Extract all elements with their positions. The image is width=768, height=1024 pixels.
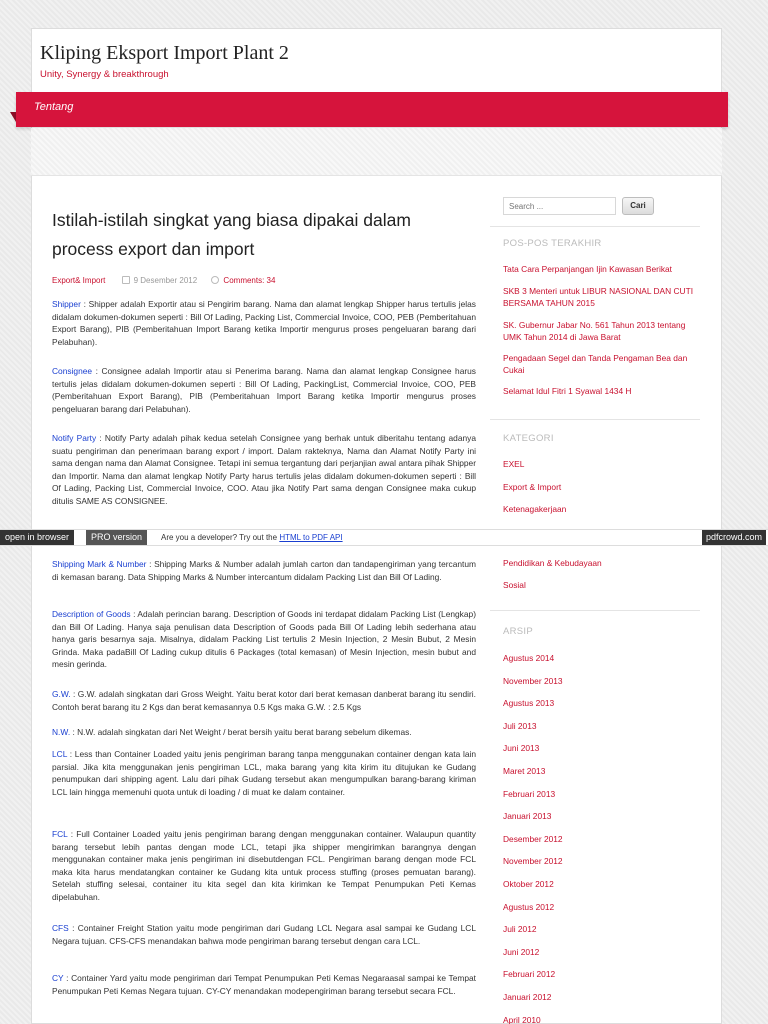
term-lcl: LCL <box>52 749 68 759</box>
paragraph-text: : Container Freight Station yaitu mode pengiriman dari Gudang LCL Negara asal sampai ke Gudang LCL Negara tujuan. CFS-CFS menandakan bahwa mode pengiriman barang tersebut dengan cara LCL. <box>52 923 476 946</box>
paragraph-shipping-mark <box>52 558 476 583</box>
paragraph-text: : Adalah perincian barang. Description of Goods ini terdapat didalam Packing List (Lengkap) dan Bill Of Lading. Hanya saja penulisan data Description of Goods pada Bill Of Lading lebih sederhana atau hanya garis besarnya saja. Misalnya, didalam Packing List tertulis 2 Mesin Injection, 2 Mesin Bubut, 2 Mesin Grinda. Maka padaBill Of Lading cukup ditulis 6 Packages (total kemasan) of Mesin Injection, mesin bubut and mesin gerinda. <box>52 609 476 670</box>
categories-title: KATEGORI <box>503 433 554 444</box>
site-title[interactable]: Kliping Eksport Import Plant 2 <box>40 42 289 64</box>
pro-version-button[interactable]: PRO version <box>86 530 147 545</box>
recent-post-link[interactable]: SKB 3 Menteri untuk LIBUR NASIONAL DAN CUTI BERSAMA TAHUN 2015 <box>503 286 694 308</box>
archive-link[interactable]: Juni 2012 <box>503 946 540 957</box>
recent-post-link[interactable]: Selamat Idul Fitri 1 Syawal 1434 H <box>503 386 632 396</box>
category-link[interactable]: Pendidikan & Kebudayaan <box>503 558 602 568</box>
paragraph-text: : Full Container Loaded yaitu jenis pengiriman barang dengan menggunakan container. Walaupun quantity barang tersebut lebih pantas dengan mode LCL, tetapi jika shipper mengirimkan barangnya dengan menggunakan container maka jenis pengiriman ini disebutdengan FCL. Pengiriman barang dengan mode FCL maka kita harus mendatangkan container ke Gudang kita untuk process stuffing (proses pemuatan barang). Setelah stuffing selesai, container itu kita segel dan kita kirimkan ke Tempat Penumpukan Peti Kemas dipelabuhan. <box>52 829 476 902</box>
archive-link[interactable]: Februari 2013 <box>503 788 556 799</box>
term-consignee: Consignee <box>52 366 93 376</box>
archive-link[interactable]: Januari 2013 <box>503 811 552 822</box>
archive-link[interactable]: Januari 2012 <box>503 992 552 1002</box>
pdfcrowd-brand-link[interactable]: pdfcrowd.com <box>702 530 766 545</box>
paragraph-shipper <box>52 298 476 348</box>
site-tagline: Unity, Synergy & breakthrough <box>40 69 169 80</box>
term-description-of-goods: Description of Goods <box>52 609 131 619</box>
paragraph-text: : N.W. adalah singkatan dari Net Weight / berat bersih yaitu berat barang sebelum dikemas. <box>70 727 412 737</box>
recent-post-link[interactable]: Tata Cara Perpanjangan Ijin Kawasan Berikat <box>503 264 672 274</box>
category-link[interactable]: Sosial <box>503 580 526 590</box>
paragraph-text: : Shipping Marks & Number adalah jumlah carton dan tandapengiriman yang tercantum di kemasan barang. Data Shipping Marks & Number intercantum didalam Packing List dan Bill Of Lading. <box>52 559 476 582</box>
paragraph-description-of-goods <box>52 608 476 671</box>
search-input[interactable] <box>503 197 616 215</box>
archive-title: ARSIP <box>503 626 534 637</box>
post-date: 9 Desember 2012 <box>133 276 198 285</box>
paragraph-fcl <box>52 828 476 904</box>
archive-link[interactable]: April 2010 <box>503 1014 541 1024</box>
paragraph-text: : G.W. adalah singkatan dari Gross Weight. Yaitu berat kotor dari berat kemasan danberat barang itu sendiri. Contoh berat barang itu 2 Kgs dan berat kemasannya 0.5 Kgs maka G.W. : 2.5 Kgs <box>52 689 476 712</box>
widget-divider <box>490 610 700 611</box>
post-comments-link[interactable]: Comments: 34 <box>223 276 276 285</box>
calendar-icon <box>122 276 130 284</box>
paragraph-text: : Consignee adalah Importir atau si Penerima barang. Nama dan alamat lengkap Consignee harus tertulis jelas didalam dokumen-dokumen seperti : Bill Of Lading, PackingList, Commercial Invoice, COO, PEB (Pemberitahuan Export Barang), PIB (Pemberitahuan Import Barang ketika Importir mengurus proses pengeluaran barang dari Pelabuhan). <box>52 366 476 414</box>
post-meta <box>52 276 275 285</box>
archive-link[interactable]: November 2012 <box>503 856 563 867</box>
recent-post-link[interactable]: SK. Gubernur Jabar No. 561 Tahun 2013 tentang UMK Tahun 2014 di Jawa Barat <box>503 320 686 342</box>
term-cfs: CFS <box>52 923 69 933</box>
paragraph-gw <box>52 688 476 713</box>
archive-link[interactable]: Februari 2012 <box>503 969 556 980</box>
paragraph-nw <box>52 726 476 739</box>
nav-item-tentang[interactable]: Tentang <box>34 101 74 113</box>
paragraph-consignee <box>52 365 476 415</box>
archive-link[interactable]: Agustus 2012 <box>503 901 555 912</box>
recent-posts-title: POS-POS TERAKHIR <box>503 238 602 249</box>
comment-icon <box>211 276 219 284</box>
term-nw: N.W. <box>52 727 71 737</box>
archive-link[interactable]: Agustus 2013 <box>503 698 555 709</box>
nav-ribbon <box>16 92 728 127</box>
paragraph-cy <box>52 972 476 997</box>
archive-link[interactable]: Agustus 2014 <box>503 653 555 663</box>
term-shipper: Shipper <box>52 299 81 309</box>
paragraph-cfs <box>52 922 476 947</box>
term-gw: G.W. <box>52 689 71 699</box>
paragraph-text: : Notify Party adalah pihak kedua setelah Consignee yang berhak untuk diberitahu tentang adanya suatu pengiriman dan penerimaan barang export / import. Dalam rakteknya, Nama dan Alamat Notify Party ini sama dengan nama dan Alamat Consignee. Tetapi ini semua tergantung dari perjanjian awal antara pihak Shipper dan Importir. Nama dan alamat lengkap Notify Party harus tertulis jelas didalam dokumen-dokumen seperti : Bill Of Lading, Packing List, Commercial Invoice, COO. Atau jika Notify Part sama dengan Consignee maka cukup ditulis SAME AS CONSIGNEE. <box>52 433 476 506</box>
widget-divider <box>490 419 700 420</box>
term-cy: CY <box>52 973 64 983</box>
paragraph-text: : Container Yard yaitu mode pengiriman dari Tempat Penumpukan Peti Kemas Negaraasal sampai ke Tempat Penumpukan Peti Kemas Negara tujuan. CY-CY menandakan modepengiriman barang tersebut secara FCL. <box>52 973 476 996</box>
html-to-pdf-api-link[interactable]: HTML to PDF API <box>279 533 343 542</box>
archive-link[interactable]: Juli 2013 <box>503 720 537 731</box>
open-in-browser-button[interactable]: open in browser <box>0 530 74 545</box>
archive-link[interactable]: Juni 2013 <box>503 743 540 754</box>
post-category-link[interactable]: Export& Import <box>52 276 106 285</box>
pdf-toolbar <box>0 529 768 546</box>
archive-link[interactable]: Oktober 2012 <box>503 879 554 889</box>
category-link[interactable]: EXEL <box>503 459 525 469</box>
pdf-dev-text <box>161 533 343 542</box>
post-title[interactable]: Istilah-istilah singkat yang biasa dipakai dalam process export dan import <box>52 210 411 259</box>
term-shipping-mark: Shipping Mark & Number <box>52 559 147 569</box>
paragraph-notify-party <box>52 432 476 508</box>
paragraph-lcl <box>52 748 476 798</box>
archive-link[interactable]: Desember 2012 <box>503 833 563 844</box>
search-button[interactable]: Cari <box>622 197 654 215</box>
term-fcl: FCL <box>52 829 68 839</box>
archive-link[interactable]: Juli 2012 <box>503 924 537 935</box>
dev-prompt-text: Are you a developer? Try out the <box>161 533 278 542</box>
paragraph-text: : Less than Container Loaded yaitu jenis pengiriman barang tanpa menggunakan container dengan kata lain parsial. Jika kita menggunakan jenis pengiriman LCL, maka barang yang kita kirim itu ditujukan ke Gudang penumpukan dari shipping agent. Lalu dari pihak Gudang tersebut akan mengumpulkan barang-barang kiriman LCL lain hingga memenuhi quota untuk di loading / di muat ke dalam container. <box>52 749 476 797</box>
widget-divider <box>490 226 700 227</box>
category-link[interactable]: Ketenagakerjaan <box>503 504 567 514</box>
header-pattern <box>31 128 722 176</box>
term-notify-party: Notify Party <box>52 433 97 443</box>
paragraph-text: : Shipper adalah Exportir atau si Pengirim barang. Nama dan alamat lengkap Shipper harus tertulis jelas didalam dokumen-dokumen seperti : Bill Of Lading, Packing List, Commercial Invoice, COO, PEB (Pemberitahuan Export Barang), PIB (Pemberitahuan Import Barang ketika Importir mengurus proses pengeluaran barang dari Pelabuhan). <box>52 299 476 347</box>
recent-post-link[interactable]: Pengadaan Segel dan Tanda Pengaman Bea dan Cukai <box>503 353 688 375</box>
category-link[interactable]: Export & Import <box>503 482 562 492</box>
archive-link[interactable]: Maret 2013 <box>503 766 546 776</box>
archive-link[interactable]: November 2013 <box>503 675 563 686</box>
